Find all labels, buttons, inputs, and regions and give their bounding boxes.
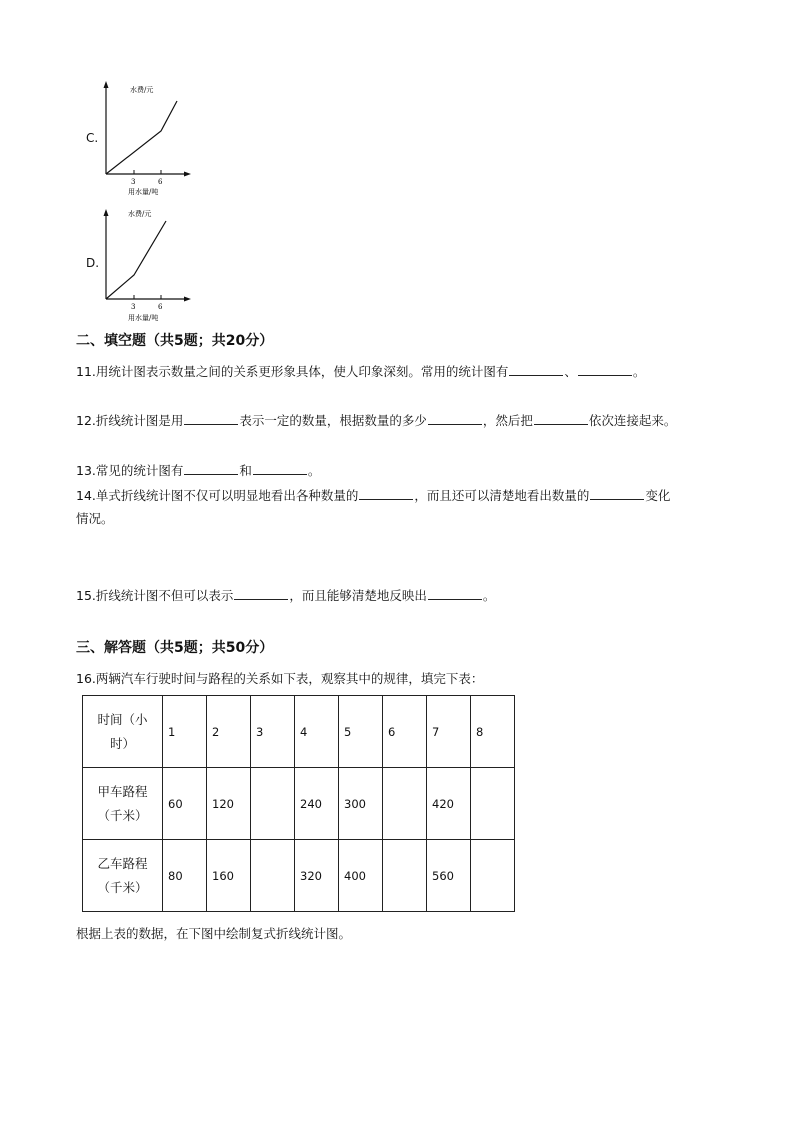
option-d-x-arrow (184, 297, 191, 302)
table-row-car-b (83, 840, 515, 912)
section-3-title: 三、解答题（共5题；共50分） (76, 640, 274, 656)
question-16-followup: 根据上表的数据，在下图中绘制复式折线统计图。 (76, 926, 352, 941)
table-cell: 120 (207, 768, 251, 840)
table-cell-blank[interactable] (383, 768, 427, 840)
q14-blank-1[interactable] (359, 487, 413, 500)
table-cell: 4 (295, 696, 339, 768)
table-cell: 420 (427, 768, 471, 840)
table-cell: 60 (163, 768, 207, 840)
option-d-tick-label-3: 3 (131, 303, 136, 311)
question-14 (76, 487, 670, 505)
q12-text-a: 12.折线统计图是用 (76, 413, 184, 428)
q12-blank-1[interactable] (184, 412, 238, 425)
option-c-x-arrow (184, 172, 191, 177)
table-header-label: 时间（小 时） (83, 696, 163, 768)
q15-text-c: 。 (482, 588, 496, 603)
q15-blank-1[interactable] (234, 587, 288, 600)
table-cell: 5 (339, 696, 383, 768)
table-header-row (83, 696, 515, 768)
q14-text-a: 14.单式折线统计图不仅可以明显地看出各种数量的 (76, 488, 359, 503)
table-cell: 2 (207, 696, 251, 768)
table-cell-blank[interactable] (251, 768, 295, 840)
option-d-graph (98, 203, 198, 325)
question-12 (76, 412, 676, 430)
table-cell-blank[interactable] (471, 840, 515, 912)
table-cell: 160 (207, 840, 251, 912)
table-cell: 8 (471, 696, 515, 768)
table-cell: 3 (251, 696, 295, 768)
option-d-x-label: 用水量/吨 (128, 314, 159, 322)
table-cell-blank[interactable] (251, 840, 295, 912)
table-cell-blank[interactable] (471, 768, 515, 840)
section-2-title: 二、填空题（共5题；共20分） (76, 333, 274, 349)
q11-text-b: 、 (564, 364, 577, 379)
question-14-line-2: 情况。 (76, 511, 114, 526)
q11-text-a: 11.用统计图表示数量之间的关系更形象具体，使人印象深刻。常用的统计图有 (76, 364, 509, 379)
q12-blank-3[interactable] (534, 412, 588, 425)
table-cell: 80 (163, 840, 207, 912)
q12-blank-2[interactable] (428, 412, 482, 425)
table-cell: 560 (427, 840, 471, 912)
question-13 (76, 462, 320, 480)
option-d-y-arrow (104, 209, 109, 216)
table-cell: 7 (427, 696, 471, 768)
q15-text-b: ，而且能够清楚地反映出 (289, 588, 427, 603)
option-d-label: D. (86, 256, 100, 270)
q14-text-c: 变化 (645, 488, 671, 503)
table-cell: 6 (383, 696, 427, 768)
table-row-car-a (83, 768, 515, 840)
option-c-graph (98, 78, 198, 198)
q13-blank-2[interactable] (253, 462, 307, 475)
q13-text-c: 。 (307, 463, 321, 478)
q12-text-c: ，然后把 (482, 413, 533, 428)
table-cell: 300 (339, 768, 383, 840)
q11-blank-1[interactable] (509, 363, 563, 376)
q14-text-b: ，而且还可以清楚地看出数量的 (414, 488, 590, 503)
option-c-x-label: 用水量/吨 (128, 188, 159, 196)
table-cell: 1 (163, 696, 207, 768)
table-cell: 400 (339, 840, 383, 912)
option-c-tick-label-3: 3 (131, 178, 136, 186)
option-c-line (106, 101, 177, 174)
question-11 (76, 363, 645, 381)
q15-text-a: 15.折线统计图不但可以表示 (76, 588, 234, 603)
table-row-label-car-b: 乙车路程 （千米） (83, 840, 163, 912)
table-cell: 240 (295, 768, 339, 840)
q15-blank-2[interactable] (428, 587, 482, 600)
option-d-y-label: 水费/元 (128, 210, 152, 218)
option-c-label: C. (86, 131, 99, 145)
q13-blank-1[interactable] (184, 462, 238, 475)
q11-blank-2[interactable] (578, 363, 632, 376)
option-d-line (106, 221, 166, 299)
q12-text-d: 依次连接起来。 (588, 413, 677, 428)
distance-time-table (82, 695, 515, 912)
question-16: 16.两辆汽车行驶时间与路程的关系如下表，观察其中的规律，填完下表： (76, 671, 484, 686)
table-row-label-car-a: 甲车路程 （千米） (83, 768, 163, 840)
question-15 (76, 587, 495, 605)
q13-text-a: 13.常见的统计图有 (76, 463, 184, 478)
table-cell: 320 (295, 840, 339, 912)
option-c-y-arrow (104, 81, 109, 88)
table-cell-blank[interactable] (383, 840, 427, 912)
q14-blank-2[interactable] (590, 487, 644, 500)
q11-text-c: 。 (632, 364, 646, 379)
option-d-tick-label-6: 6 (158, 303, 163, 311)
q12-text-b: 表示一定的数量，根据数量的多少 (239, 413, 427, 428)
option-c-y-label: 水费/元 (130, 86, 154, 94)
q13-text-b: 和 (239, 463, 252, 478)
option-c-tick-label-6: 6 (158, 178, 163, 186)
